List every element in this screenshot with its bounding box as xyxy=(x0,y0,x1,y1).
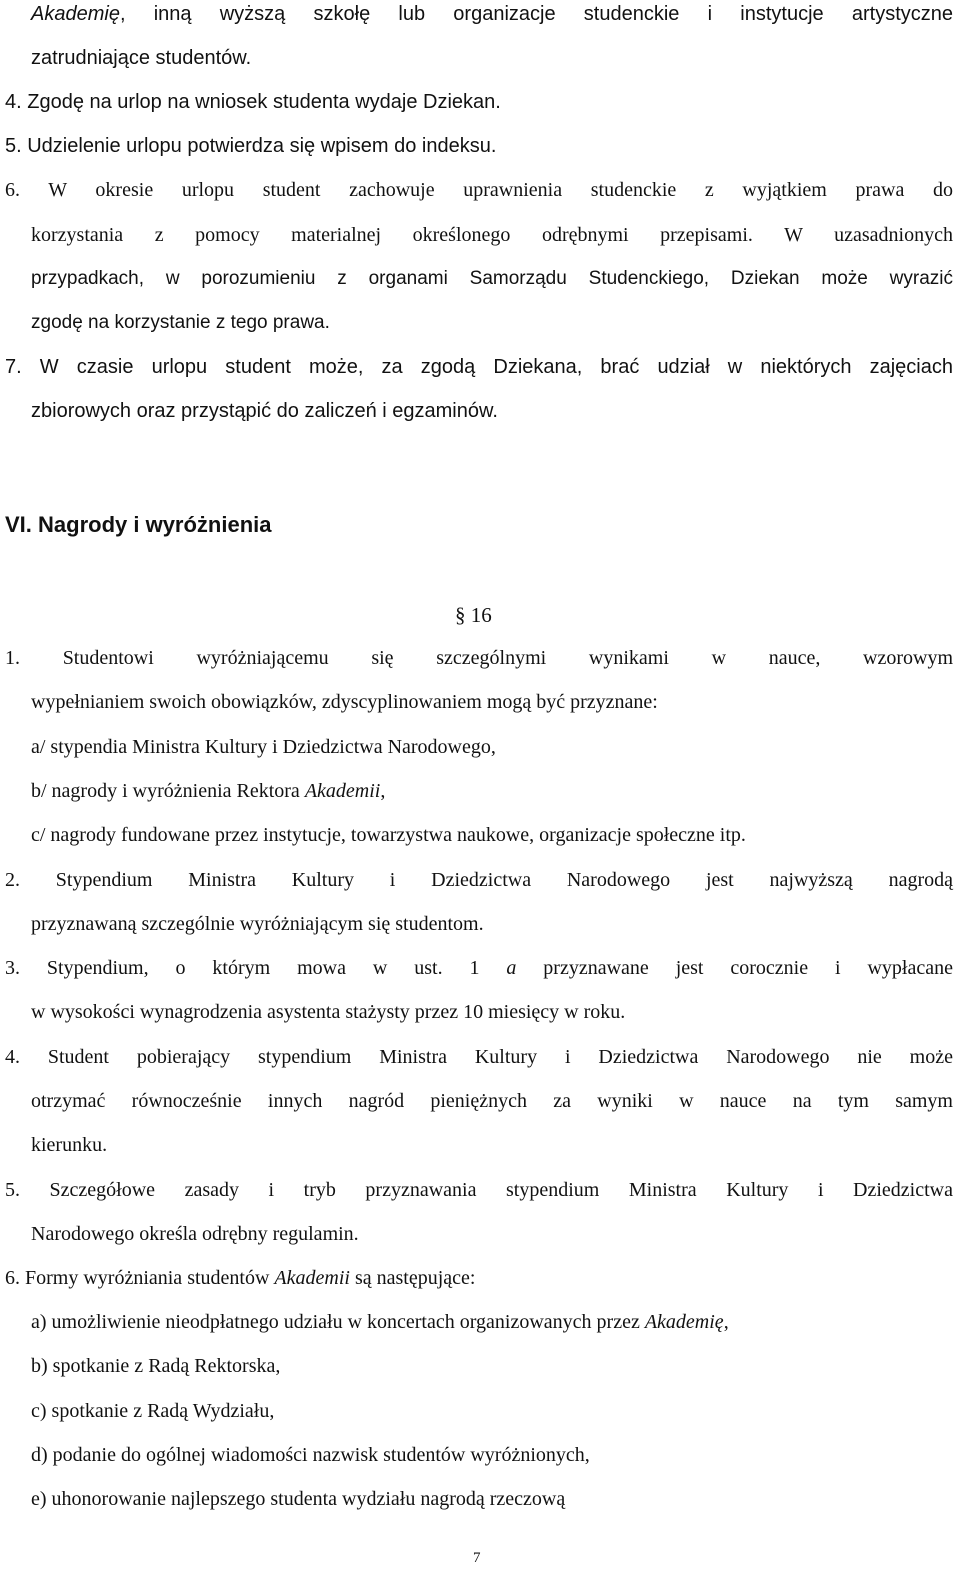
paragraph-6-line-3: przypadkach, w porozumieniu z organami Samorządu Studenckiego, Dziekan może wyrazić xyxy=(31,268,953,289)
item-1-line-1: 1. Studentowi wyróżniającemu się szczególnymi wynikami w nauce, wzorowym xyxy=(5,647,953,669)
item-1-a: a/ stypendia Ministra Kultury i Dziedzictwa Narodowego, xyxy=(31,736,496,758)
akademie-italic: Akademię xyxy=(31,3,120,25)
text-line: Akademię, inną wyższą szkołę lub organizacje studenckie i instytucje artystyczne xyxy=(31,3,953,25)
item-1-c: c/ nagrody fundowane przez instytucje, towarzystwa naukowe, organizacje społeczne itp. xyxy=(31,824,746,846)
item-5-line-2: Narodowego określa odrębny regulamin. xyxy=(31,1223,359,1245)
item-1-b: b/ nagrody i wyróżnienia Rektora Akademii, xyxy=(31,780,386,802)
item-6-d: d) podanie do ogólnej wiadomości nazwisk studentów wyróżnionych, xyxy=(31,1444,590,1466)
item-6-intro: 6. Formy wyróżniania studentów Akademii są następujące: xyxy=(5,1267,476,1289)
paragraph-6-line-2: korzystania z pomocy materialnej określonego odrębnymi przepisami. W uzasadnionych xyxy=(31,224,953,246)
paragraph-7-line-2: zbiorowych oraz przystąpić do zaliczeń i egzaminów. xyxy=(31,400,498,422)
item-2-line-1: 2. Stypendium Ministra Kultury i Dziedzictwa Narodowego jest najwyższą nagrodą xyxy=(5,869,953,891)
paragraph-6-line-1: 6. W okresie urlopu student zachowuje uprawnienia studenckie z wyjątkiem prawa do xyxy=(5,179,953,201)
paragraph-6-line-4: zgodę na korzystanie z tego prawa. xyxy=(31,312,330,333)
item-5-line-1: 5. Szczegółowe zasady i tryb przyznawania stypendium Ministra Kultury i Dziedzictwa xyxy=(5,1179,953,1201)
paragraph-7-line-1: 7. W czasie urlopu student może, za zgodą Dziekana, brać udział w niektórych zajęciach xyxy=(5,356,953,378)
item-4-line-3: kierunku. xyxy=(31,1134,108,1156)
item-6-e: e) uhonorowanie najlepszego studenta wydziału nagrodą rzeczową xyxy=(31,1488,566,1510)
paragraph-sign: § 16 xyxy=(455,603,492,627)
item-2-line-2: przyznawaną szczególnie wyróżniającym się studentom. xyxy=(31,913,484,935)
item-6-a: a) umożliwienie nieodpłatnego udziału w koncertach organizowanych przez Akademię, xyxy=(31,1311,729,1333)
item-4-line-2: otrzymać równocześnie innych nagród pieniężnych za wyniki w nauce na tym samym xyxy=(31,1090,953,1112)
item-1-line-2: wypełnianiem swoich obowiązków, zdyscyplinowaniem mogą być przyznane: xyxy=(31,691,658,713)
paragraph-5: 5. Udzielenie urlopu potwierdza się wpisem do indeksu. xyxy=(5,135,497,157)
section-heading: VI. Nagrody i wyróżnienia xyxy=(5,512,272,537)
item-3-line-1: 3. Stypendium, o którym mowa w ust. 1 a przyznawane jest corocznie i wypłacane xyxy=(5,957,953,979)
item-3-line-2: w wysokości wynagrodzenia asystenta stażysty przez 10 miesięcy w roku. xyxy=(31,1001,626,1023)
item-6-c: c) spotkanie z Radą Wydziału, xyxy=(31,1400,275,1422)
item-4-line-1: 4. Student pobierający stypendium Ministra Kultury i Dziedzictwa Narodowego nie może xyxy=(5,1046,953,1068)
paragraph-4: 4. Zgodę na urlop na wniosek studenta wydaje Dziekan. xyxy=(5,91,501,113)
page-number: 7 xyxy=(473,1550,481,1566)
item-6-b: b) spotkanie z Radą Rektorska, xyxy=(31,1355,281,1377)
text-line: zatrudniające studentów. xyxy=(31,47,252,69)
